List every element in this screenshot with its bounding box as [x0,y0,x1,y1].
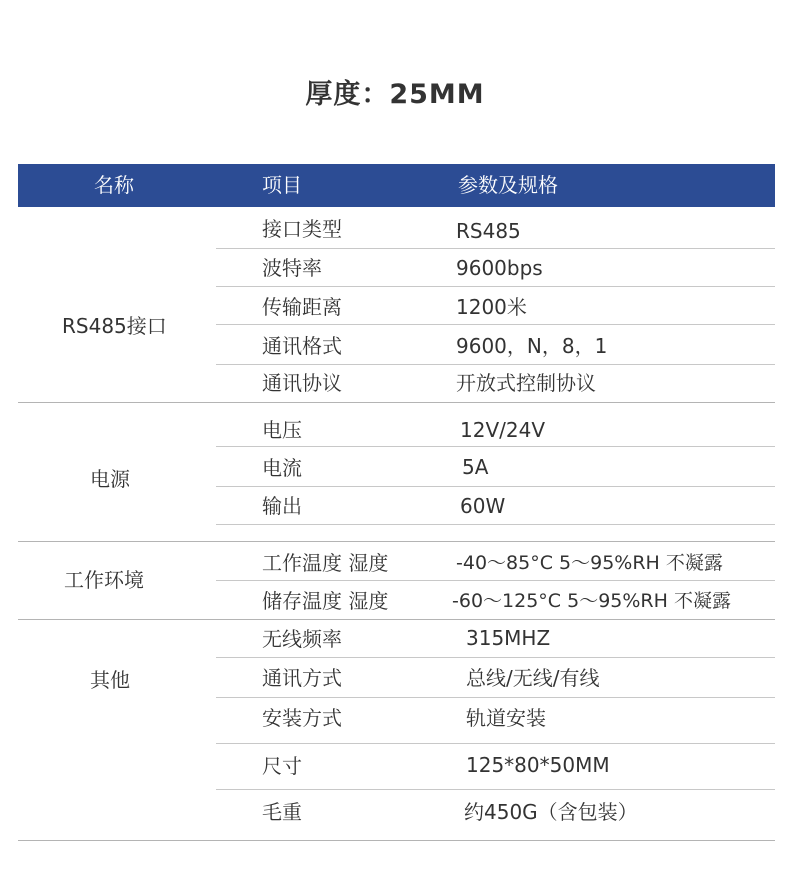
row-divider [216,789,775,790]
row-value: 5A [462,455,489,479]
row-item: 波特率 [262,256,322,280]
row-divider [216,364,775,365]
row-value: 轨道安装 [466,706,546,730]
row-divider [216,486,775,487]
row-item: 尺寸 [262,754,302,778]
group-label-other: 其他 [90,668,130,692]
row-item: 毛重 [262,800,302,824]
row-divider [216,743,775,744]
row-divider [216,324,775,325]
header-name: 名称 [94,173,134,197]
row-value: RS485 [456,219,521,243]
row-value: 125*80*50MM [466,753,610,777]
row-value: 总线/无线/有线 [466,666,600,690]
row-item: 通讯方式 [262,666,342,690]
row-item: 传输距离 [262,295,342,319]
row-value: 12V/24V [460,418,545,442]
table-header [18,164,775,207]
row-item: 输出 [262,494,302,518]
row-value: -40～85°C 5～95%RH 不凝露 [456,552,723,574]
header-item: 项目 [262,173,302,197]
row-item: 通讯协议 [262,371,342,395]
row-divider [216,657,775,658]
group-divider [18,619,775,620]
page-title: 厚度：25MM [305,79,485,110]
row-divider [216,286,775,287]
row-item: 工作温度 湿度 [262,551,389,575]
row-value: 315MHZ [466,626,551,650]
row-item: 电流 [262,456,302,480]
row-divider [216,580,775,581]
row-item: 储存温度 湿度 [262,589,389,613]
row-divider [216,446,775,447]
row-value: 约450G（含包装） [464,800,638,824]
group-label-power: 电源 [90,467,130,491]
row-value: 开放式控制协议 [456,371,596,395]
row-divider [216,697,775,698]
header-spec: 参数及规格 [458,173,558,197]
row-divider [216,524,775,525]
row-value: 9600bps [456,256,543,280]
row-item: 安装方式 [262,706,342,730]
row-item: 通讯格式 [262,334,342,358]
row-value: 9600，N，8，1 [456,334,608,358]
row-value: 60W [460,494,506,518]
row-item: 接口类型 [262,217,342,241]
group-label-environment: 工作环境 [64,568,144,592]
row-value: -60～125°C 5～95%RH 不凝露 [452,590,731,612]
row-item: 电压 [262,418,302,442]
group-divider [18,402,775,403]
table-bottom-border [18,840,775,841]
row-value: 1200米 [456,295,527,319]
row-item: 无线频率 [262,627,342,651]
group-label-rs485: RS485接口 [62,314,167,338]
group-divider [18,541,775,542]
row-divider [216,248,775,249]
